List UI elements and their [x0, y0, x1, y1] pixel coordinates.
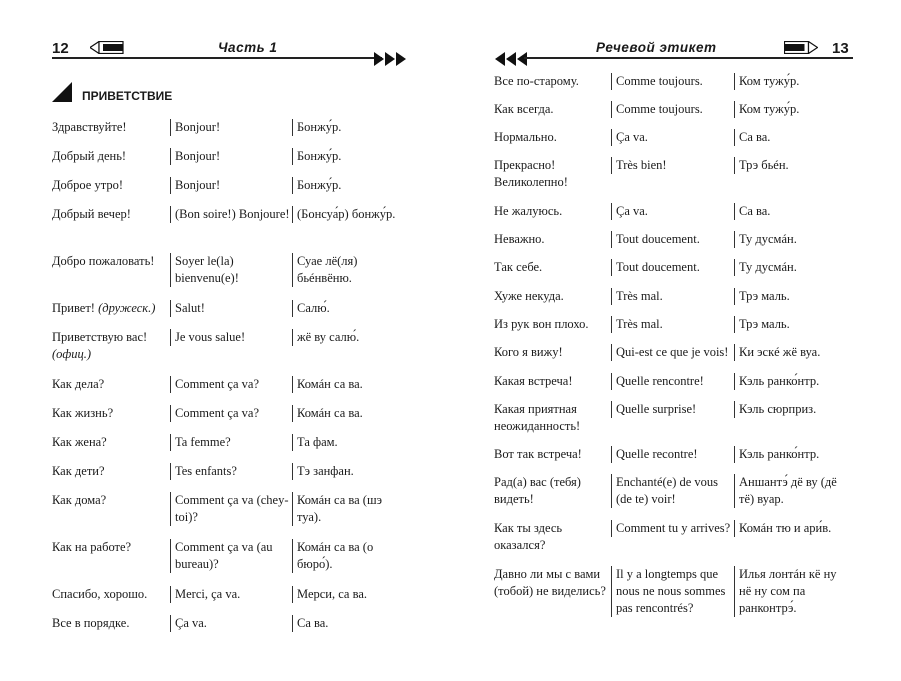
transcription: Та фам.: [292, 434, 409, 451]
russian-phrase: Не жалуюсь.: [494, 204, 563, 218]
transcription: Ки эскé жё вуа.: [734, 344, 851, 361]
french-phrase: (Bon soire!) Bonjoure!: [170, 206, 290, 223]
pencil-icon: [784, 41, 818, 54]
back-arrows-icon: [494, 52, 527, 71]
french-phrase: Tes enfants?: [170, 463, 290, 480]
russian-phrase: Давно ли мы с вами (тобой) не виделись?: [494, 567, 606, 598]
transcription: Кэль сюрприз.: [734, 401, 851, 418]
french-phrase: Comme toujours.: [611, 73, 731, 90]
russian-phrase: Какая встреча!: [494, 374, 573, 388]
transcription: Тэ занфан.: [292, 463, 409, 480]
french-phrase: Quelle rencontre!: [611, 373, 731, 390]
transcription: Суае лё(ля) бьéнвёню.: [292, 253, 409, 287]
french-phrase: Quelle surprise!: [611, 401, 731, 418]
russian-phrase: Привет! (дружеск.): [52, 301, 156, 315]
transcription: (Бонсуа́р) бонжу́р.: [292, 206, 409, 223]
transcription: Ту дусмáн.: [734, 231, 851, 248]
russian-phrase: Хуже некуда.: [494, 289, 564, 303]
transcription: Са ва.: [734, 203, 851, 220]
russian-phrase: Как всегда.: [494, 102, 554, 116]
transcription: Бонжу́р.: [292, 119, 409, 136]
russian-phrase: Как дома?: [52, 493, 107, 507]
russian-phrase: Приветствую вас! (офиц.): [52, 330, 148, 361]
russian-phrase: Доброе утро!: [52, 178, 123, 192]
french-phrase: Comment ça va (au bureau)?: [170, 539, 290, 573]
transcription: Бонжу́р.: [292, 177, 409, 194]
page-number: 13: [832, 40, 849, 57]
russian-phrase: Вот так встреча!: [494, 447, 582, 461]
transcription: Мерси, са ва.: [292, 586, 409, 603]
section-triangle-icon: [52, 82, 72, 102]
transcription: Кэль ранко́нтр.: [734, 373, 851, 390]
french-phrase: Ça va.: [611, 203, 731, 220]
transcription: Бонжу́р.: [292, 148, 409, 165]
russian-phrase: Как дети?: [52, 464, 105, 478]
russian-phrase: Неважно.: [494, 232, 545, 246]
transcription: Са ва.: [292, 615, 409, 632]
left-page-header: [52, 36, 412, 62]
transcription: Аншантэ́ дё ву (дё тё) вуар.: [734, 474, 851, 508]
french-phrase: Qui-est ce que je vois!: [611, 344, 731, 361]
french-phrase: Tout doucement.: [611, 231, 731, 248]
french-phrase: Merci, ça va.: [170, 586, 290, 603]
french-phrase: Ça va.: [170, 615, 290, 632]
transcription: Трэ маль.: [734, 316, 851, 333]
usage-note: (дружеск.): [98, 301, 156, 315]
french-phrase: Il y a longtemps que nous ne nous sommes pas rencontrés?: [611, 566, 731, 617]
section-title: ПРИВЕТСТВИЕ: [82, 89, 173, 103]
transcription: Трэ бьéн.: [734, 157, 851, 174]
french-phrase: Bonjour!: [170, 148, 290, 165]
russian-phrase: Прекрасно! Великолепно!: [494, 158, 568, 189]
french-phrase: Bonjour!: [170, 119, 290, 136]
header-rule: [52, 57, 382, 59]
transcription: жё ву салю́.: [292, 329, 409, 346]
french-phrase: Ta femme?: [170, 434, 290, 451]
russian-phrase: Здравствуйте!: [52, 120, 127, 134]
russian-phrase: Как на работе?: [52, 540, 132, 554]
transcription: Комáн тю и ари́в.: [734, 520, 851, 537]
russian-phrase: Добро пожаловать!: [52, 254, 155, 268]
french-phrase: Soyer le(la) bienvenu(e)!: [170, 253, 290, 287]
header-rule: [524, 57, 853, 59]
page-number: 12: [52, 40, 69, 57]
french-phrase: Comment ça va?: [170, 405, 290, 422]
french-phrase: Ça va.: [611, 129, 731, 146]
russian-phrase: Все в порядке.: [52, 616, 130, 630]
right-page: [494, 0, 853, 681]
transcription: Ком тужу́р.: [734, 101, 851, 118]
transcription: Кэль ранко́нтр.: [734, 446, 851, 463]
french-phrase: Quelle recontre!: [611, 446, 731, 463]
russian-phrase: Нормально.: [494, 130, 557, 144]
french-phrase: Comment tu y arrives?: [611, 520, 731, 537]
russian-phrase: Как жизнь?: [52, 406, 114, 420]
transcription: Илья лонтáн кё ну нё ну сом па ранконтрэ́.: [734, 566, 851, 617]
russian-phrase: Так себе.: [494, 260, 543, 274]
russian-phrase: Как ты здесь оказался?: [494, 521, 563, 552]
french-phrase: Très mal.: [611, 316, 731, 333]
transcription: Комáн са ва (о бюро́).: [292, 539, 409, 573]
french-phrase: Comment ça va (chey-toi)?: [170, 492, 290, 526]
usage-note: (офиц.): [52, 347, 92, 361]
transcription: Ком тужу́р.: [734, 73, 851, 90]
left-page: [52, 0, 412, 681]
french-phrase: Salut!: [170, 300, 290, 317]
french-phrase: Tout doucement.: [611, 259, 731, 276]
russian-phrase: Из рук вон плохо.: [494, 317, 589, 331]
transcription: Комáн са ва (шэ туа).: [292, 492, 409, 526]
page-title: Речевой этикет: [596, 40, 717, 55]
transcription: Комáн са ва.: [292, 376, 409, 393]
russian-phrase: Добрый вечер!: [52, 207, 131, 221]
transcription: Са ва.: [734, 129, 851, 146]
french-phrase: Je vous salue!: [170, 329, 290, 346]
russian-phrase: Все по-старому.: [494, 74, 579, 88]
pencil-icon: [90, 41, 124, 54]
russian-phrase: Кого я вижу!: [494, 345, 563, 359]
russian-phrase: Как жена?: [52, 435, 107, 449]
transcription: Комáн са ва.: [292, 405, 409, 422]
french-phrase: Comment ça va?: [170, 376, 290, 393]
russian-phrase: Какая приятная неожиданность!: [494, 402, 581, 433]
russian-phrase: Спасибо, хорошо.: [52, 587, 148, 601]
page-title: Часть 1: [218, 40, 278, 55]
french-phrase: Très mal.: [611, 288, 731, 305]
russian-phrase: Рад(а) вас (тебя) видеть!: [494, 475, 581, 506]
transcription: Ту дусмáн.: [734, 259, 851, 276]
russian-phrase: Как дела?: [52, 377, 105, 391]
russian-phrase: Добрый день!: [52, 149, 127, 163]
french-phrase: Comme toujours.: [611, 101, 731, 118]
french-phrase: Bonjour!: [170, 177, 290, 194]
transcription: Трэ маль.: [734, 288, 851, 305]
transcription: Салю́.: [292, 300, 409, 317]
right-page-header: [494, 36, 853, 62]
forward-arrows-icon: [374, 52, 407, 71]
french-phrase: Enchanté(e) de vous (de te) voir!: [611, 474, 731, 508]
french-phrase: Très bien!: [611, 157, 731, 174]
